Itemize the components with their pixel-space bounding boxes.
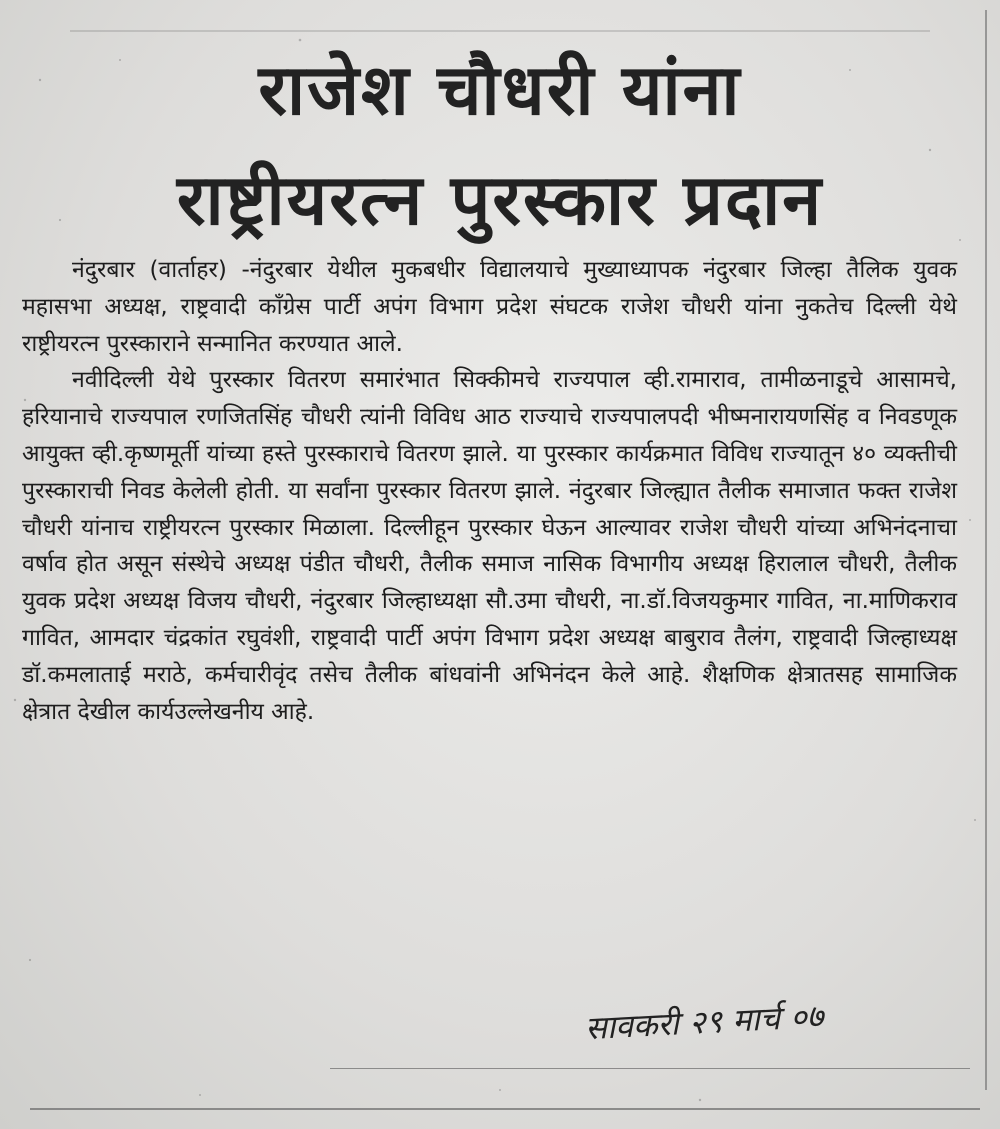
article-body [22,252,957,730]
article-paragraph-1: नंदुरबार (वार्ताहर) -नंदुरबार येथील मुकबधीर विद्यालयाचे मुख्याध्यापक नंदुरबार जिल्हा तैलिक युवक महासभा अध्यक्ष, राष्ट्रवादी काँग्रेस पार्टी अपंग विभाग प्रदेश संघटक राजेश चौधरी यांना नुकतेच दिल्ली येथे राष्ट्रीयरत्न पुरस्काराने सन्मानित करण्यात आले. [22,257,957,357]
bottom-border-rule [30,1108,980,1110]
handwritten-date-note: सावकरी २९ मार्च ०७ [584,996,825,1048]
signature-underline [330,1068,970,1069]
top-border-rule [70,30,930,32]
headline-line-1: राजेश चौधरी यांना [258,49,742,131]
article-paragraph-2: नवीदिल्ली येथे पुरस्कार वितरण समारंभात सिक्कीमचे राज्यपाल व्ही.रामाराव, तामीळनाडूचे आसामचे, हरियानाचे राज्यपाल रणजितसिंह चौधरी त्यांनी विविध आठ राज्याचे राज्यपालपदी भीष्मनारायणसिंह व निवडणूक आयुक्त व्ही.कृष्णमूर्ती यांच्या हस्ते पुरस्काराचे वितरण झाले. या पुरस्कार कार्यक्रमात विविध राज्यातून ४० व्यक्तीची पुरस्काराची निवड केलेली होती. या सर्वांना पुरस्कार वितरण झाले. नंदुरबार जिल्ह्यात तैलीक समाजात फक्त राजेश चौधरी यांनाच राष्ट्रीयरत्न पुरस्कार मिळाला. दिल्लीहून पुरस्कार घेऊन आल्यावर राजेश चौधरी यांच्या अभिनंदनाचा वर्षाव होत असून संस्थेचे अध्यक्ष पंडीत चौधरी, तैलीक समाज नासिक विभागीय अध्यक्ष हिरालाल चौधरी, तैलीक युवक प्रदेश अध्यक्ष विजय चौधरी, नंदुरबार जिल्हाध्यक्षा सौ.उमा चौधरी, ना.डॉ.विजयकुमार गावित, ना.माणिकराव गावित, आमदार चंद्रकांत रघुवंशी, राष्ट्रवादी पार्टी अपंग विभाग प्रदेश अध्यक्ष बाबुराव तैलंग, राष्ट्रवादी जिल्हाध्यक्ष डॉ.कमलाताई मराठे, कर्मचारीवृंद तसेच तैलीक बांधवांनी अभिनंदन केले आहे. शैक्षणिक क्षेत्रातसह सामाजिक क्षेत्रात देखील कार्यउल्लेखनीय आहे. [22,367,957,725]
headline-line-2: राष्ट्रीयरत्न पुरस्कार प्रदान [176,159,824,241]
